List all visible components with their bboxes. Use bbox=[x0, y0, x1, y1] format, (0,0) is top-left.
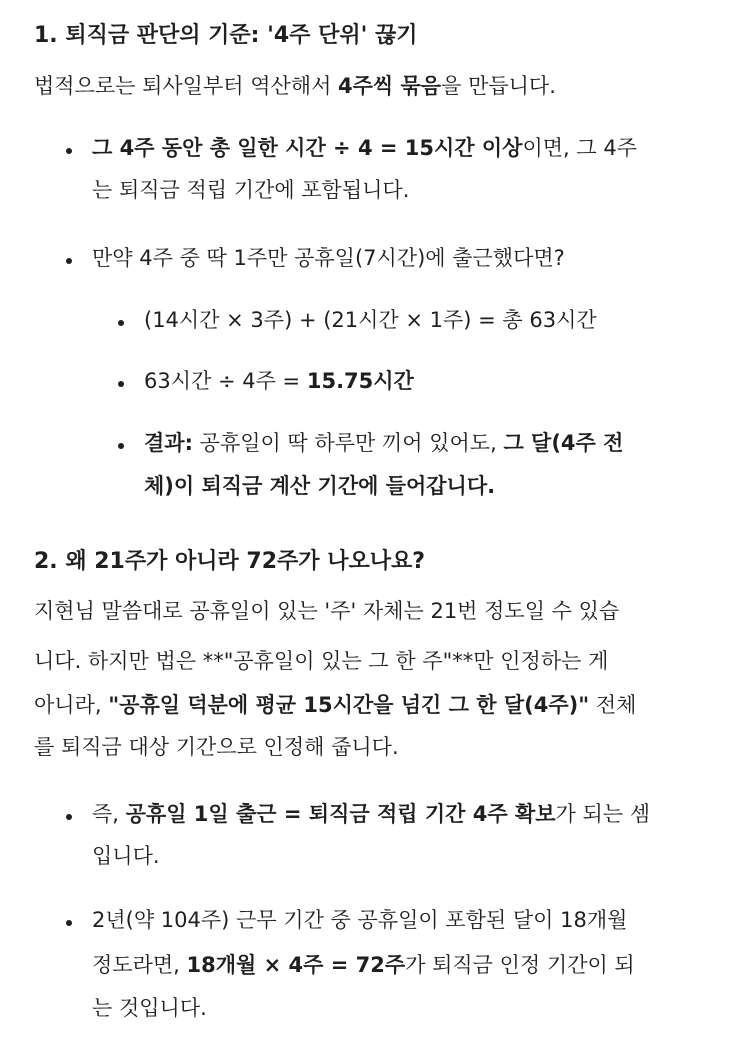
section-1-intro bbox=[34, 72, 556, 100]
sub-bullet-dot bbox=[118, 443, 124, 449]
para-3-bold: "공휴일 덕분에 평균 15시간을 넘긴 그 한 달(4주)" bbox=[108, 693, 590, 717]
s1-sub-bullet-1: (14시간 × 3주) + (21시간 × 1주) = 총 63시간 bbox=[144, 308, 597, 332]
s1-bullet-2: 만약 4주 중 딱 1주만 공휴일(7시간)에 출근했다면? bbox=[92, 246, 565, 270]
s1-bullet-1-line-2: 는 퇴직금 적립 기간에 포함됩니다. bbox=[92, 178, 410, 202]
bullet-dot bbox=[66, 258, 72, 264]
s2-bullet-1-line-2: 입니다. bbox=[92, 844, 160, 868]
sub-2-text: 63시간 ÷ 4주 = bbox=[144, 369, 307, 393]
s2-bullet-2-line-1: 2년(약 104주) 근무 기간 중 공휴일이 포함된 달이 18개월 bbox=[92, 908, 628, 932]
bullet-dot bbox=[66, 148, 72, 154]
s2-b1-c: 가 되는 셈 bbox=[555, 802, 651, 826]
sub-bullet-dot bbox=[118, 381, 124, 387]
section-2-para-line-4: 를 퇴직금 대상 기간으로 인정해 줍니다. bbox=[34, 735, 399, 759]
section-2-para-line-2: 니다. 하지만 법은 **"공휴일이 있는 그 한 주"**만 인정하는 게 bbox=[34, 649, 609, 673]
para-3c: 전체 bbox=[589, 693, 637, 717]
s2-b1-a: 즉, bbox=[92, 802, 126, 826]
result-text: 공휴일이 딱 하루만 끼어 있어도, bbox=[192, 431, 504, 455]
section-1-heading: 1. 퇴직금 판단의 기준: '4주 단위' 끊기 bbox=[34, 23, 418, 48]
section-2-para-line-1: 지현님 말씀대로 공휴일이 있는 '주' 자체는 21번 정도일 수 있습 bbox=[34, 599, 620, 623]
sub-2-bold: 15.75시간 bbox=[306, 369, 414, 393]
section-2-heading: 2. 왜 21주가 아니라 72주가 나오나요? bbox=[34, 549, 425, 574]
s2-bullet-2-line-2 bbox=[92, 951, 635, 979]
section-2-para-line-3 bbox=[34, 691, 636, 719]
intro-text-bold: 4주씩 묶음 bbox=[338, 74, 442, 98]
bullet-dot bbox=[66, 814, 72, 820]
s2-b2-a: 정도라면, bbox=[92, 953, 187, 977]
result-label: 결과: bbox=[144, 431, 193, 455]
s1-sub-bullet-3-line-2: 체)이 퇴직금 계산 기간에 들어갑니다. bbox=[144, 474, 496, 498]
s1-bullet-1-rest: 이면, 그 4주 bbox=[522, 136, 637, 160]
s2-b1-bold: 공휴일 1일 출근 = 퇴직금 적립 기간 4주 확보 bbox=[125, 802, 556, 826]
s1-sub-bullet-3-line-1 bbox=[144, 429, 623, 457]
s2-b2-bold: 18개월 × 4주 = 72주 bbox=[186, 953, 406, 977]
intro-text-c: 을 만듭니다. bbox=[441, 74, 556, 98]
s2-b2-c: 가 퇴직금 인정 기간이 되 bbox=[405, 953, 635, 977]
intro-text-a: 법적으로는 퇴사일부터 역산해서 bbox=[34, 74, 339, 98]
s1-bullet-1-line-1 bbox=[92, 134, 637, 162]
result-bold: 그 달(4주 전 bbox=[503, 431, 624, 455]
s2-bullet-1-line-1 bbox=[92, 800, 650, 828]
bullet-dot bbox=[66, 920, 72, 926]
para-3a: 아니라, bbox=[34, 693, 109, 717]
s1-sub-bullet-2 bbox=[144, 367, 414, 395]
s1-bullet-1-bold: 그 4주 동안 총 일한 시간 ÷ 4 = 15시간 이상 bbox=[92, 136, 523, 160]
s2-bullet-2-line-3: 는 것입니다. bbox=[92, 996, 207, 1020]
sub-bullet-dot bbox=[118, 320, 124, 326]
